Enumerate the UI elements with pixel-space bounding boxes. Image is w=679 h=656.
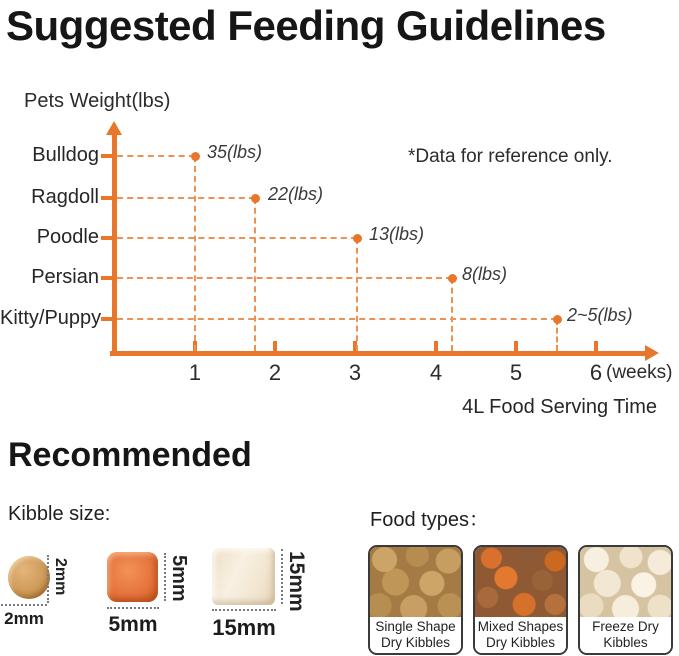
food-type-card-single-shape <box>368 545 463 655</box>
freeze-dry-kibbles-photo <box>580 547 671 617</box>
point-label-poodle: 13(lbs) <box>369 224 425 244</box>
y-tick <box>101 317 112 321</box>
data-point-persian <box>448 274 457 283</box>
point-label-ragdoll: 22(lbs) <box>268 184 324 204</box>
caption-line1: Single Shape <box>375 619 456 635</box>
h-guide <box>117 318 557 320</box>
y-tick <box>101 154 112 158</box>
data-point-poodle <box>353 234 362 243</box>
category-label-bulldog: Bulldog <box>32 144 99 166</box>
single-shape-kibbles-photo <box>370 547 461 617</box>
x-tick <box>514 341 518 351</box>
x-tick <box>273 341 277 351</box>
point-label-persian: 8(lbs) <box>462 264 508 284</box>
caption-line1: Mixed Shapes <box>477 619 564 635</box>
x-tick-label: 3 <box>348 360 362 385</box>
page-title: Suggested Feeding Guidelines <box>6 2 606 49</box>
y-axis-title: Pets Weight(lbs) <box>24 90 171 112</box>
h-guide <box>117 237 357 239</box>
h-guide <box>117 155 195 157</box>
round-kibble-image <box>8 556 50 599</box>
square-kibble-image <box>107 552 158 602</box>
caption-line1: Freeze Dry <box>592 619 659 635</box>
v-guide <box>194 156 196 351</box>
data-point-bulldog <box>191 152 200 161</box>
data-point-ragdoll <box>251 194 260 203</box>
kibble-width-label: 5mm <box>108 613 158 636</box>
x-axis-unit: (weeks) <box>606 362 673 383</box>
chart-note: *Data for reference only. <box>408 146 613 167</box>
food-type-caption <box>475 617 566 653</box>
food-type-card-freeze-dry <box>578 545 673 655</box>
measure-line <box>1 604 47 606</box>
measure-line <box>212 609 276 611</box>
v-guide <box>356 238 358 351</box>
point-label-kitty-puppy: 2~5(lbs) <box>567 305 633 325</box>
data-point-kitty-puppy <box>553 315 562 324</box>
x-tick <box>434 341 438 351</box>
food-types-label: Food types： <box>370 509 489 531</box>
measure-line <box>164 553 166 601</box>
caption-line2: Kibbles <box>603 635 648 650</box>
caption-line2: Dry Kibbles <box>380 635 451 650</box>
recommended-heading: Recommended <box>8 436 252 474</box>
x-tick-label: 2 <box>268 360 282 385</box>
category-label-kitty-puppy: Kitty/Puppy <box>0 307 102 329</box>
category-label-ragdoll: Ragdoll <box>31 186 99 208</box>
x-axis-arrow-icon <box>645 345 659 361</box>
h-guide <box>117 197 255 199</box>
h-guide <box>117 277 452 279</box>
y-tick <box>101 236 112 240</box>
x-tick-label: 5 <box>509 360 523 385</box>
food-type-card-mixed-shapes <box>473 545 568 655</box>
x-tick-label: 4 <box>429 360 443 385</box>
kibble-width-label: 2mm <box>4 609 44 628</box>
measure-line <box>281 549 283 604</box>
category-label-persian: Persian <box>31 266 99 288</box>
y-tick <box>101 276 112 280</box>
x-tick-label: 6 <box>589 360 603 385</box>
kibble-width-label: 15mm <box>212 615 276 640</box>
v-guide <box>451 278 453 351</box>
mixed-shapes-kibbles-photo <box>475 547 566 617</box>
cube-kibble-image <box>212 548 275 605</box>
kibble-height-label: 5mm <box>168 555 190 602</box>
x-tick-label: 1 <box>188 360 202 385</box>
x-tick <box>594 341 598 351</box>
kibble-size-label: Kibble size: <box>8 503 111 525</box>
kibble-height-label: 15mm <box>285 551 308 612</box>
y-tick <box>101 196 112 200</box>
caption-line2: Dry Kibbles <box>485 635 556 650</box>
kibble-height-label: 2mm <box>52 558 69 596</box>
category-label-poodle: Poodle <box>36 226 99 248</box>
measure-line <box>47 555 49 603</box>
measure-line <box>107 607 159 609</box>
y-axis-line <box>112 133 117 355</box>
x-axis-line <box>110 351 646 356</box>
point-label-bulldog: 35(lbs) <box>207 142 263 162</box>
v-guide <box>254 198 256 351</box>
food-type-caption <box>370 617 461 653</box>
food-type-caption <box>580 617 671 653</box>
x-axis-caption: 4L Food Serving Time <box>462 396 657 418</box>
